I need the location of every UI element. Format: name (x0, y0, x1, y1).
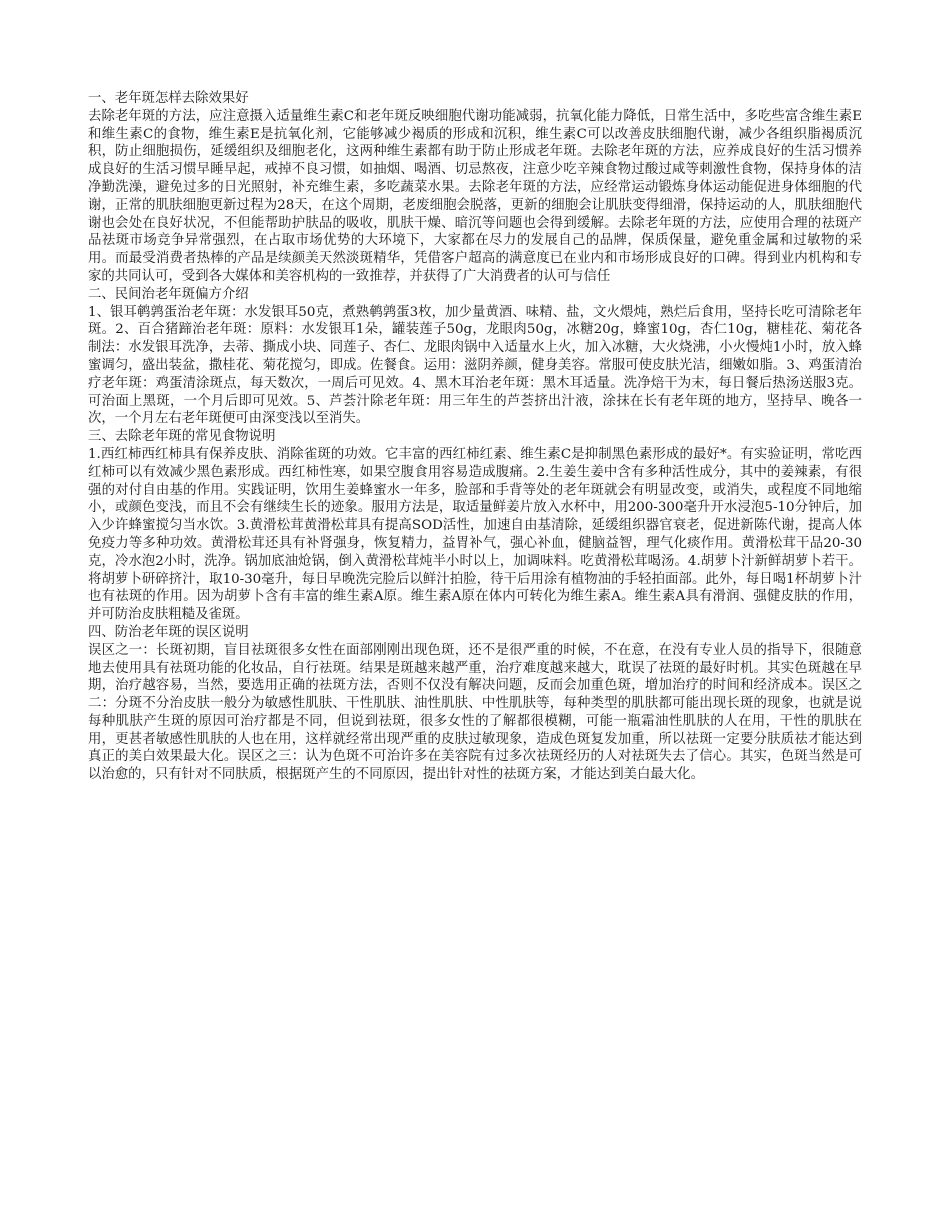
section-4 (88, 624, 862, 784)
section-paragraph: 1.西红柿西红柿具有保养皮肤、消除雀斑的功效。它丰富的西红柿红素、维生素C是抑制黑色素形成的最好*。有实验证明，常吃西红柿可以有效减少黑色素形成。西红柿性寒，如果空腹食用容易造成腹痛。2.生姜生姜中含有多种活性成分，其中的姜辣素，有很强的对付自由基的作用。实践证明，饮用生姜蜂蜜水一年多，脸部和手背等处的老年斑就会有明显改变，或消失，或程度不同地缩小，或颜色变浅，而且不会有继续生长的迹象。服用方法是，取适量鲜姜片放入水杯中，用200-300毫升开水浸泡5-10分钟后，加入少许蜂蜜搅匀当水饮。3.黄滑松茸黄滑松茸具有提高SOD活性，加速自由基清除，延缓组织器官衰老，促进新陈代谢，提高人体免疫力等多种功效。黄滑松茸还具有补肾强身，恢复精力，益胃补气，强心补血，健脑益智，理气化痰作用。黄滑松茸干品20-30克，冷水泡2小时，洗净。锅加底油炝锅，倒入黄滑松茸炖半小时以上，加调味料。吃黄滑松茸喝汤。4.胡萝卜汁新鲜胡萝卜若干。将胡萝卜研碎挤汁，取10-30毫升，每日早晚洗完脸后以鲜汁拍脸，待干后用涂有植物油的手轻拍面部。此外，每日喝1杯胡萝卜汁也有祛斑的作用。因为胡萝卜含有丰富的维生素A原。维生素A原在体内可转化为维生素A。维生素A具有滑润、强健皮肤的作用，并可防治皮肤粗糙及雀斑。 (88, 446, 862, 623)
section-heading: 一、老年斑怎样去除效果好 (88, 91, 249, 106)
section-paragraph: 误区之一：长斑初期，盲目祛斑很多女性在面部刚刚出现色斑，还不是很严重的时候，不在意，在没有专业人员的指导下，很随意地去使用具有祛斑功能的化妆品，自行祛斑。结果是斑越来越严重，治疗难度越来越大，耽误了祛斑的最好时机。其实色斑越在早期，治疗越容易，当然，要选用正确的祛斑方法，否则不仅没有解决问题，反而会加重色斑，增加治疗的时间和经济成本。误区之二：分斑不分治皮肤一般分为敏感性肌肤、干性肌肤、油性肌肤、中性肌肤等，每种类型的肌肤都可能出现长斑的现象，也就是说每种肌肤产生斑的原因可治疗都是不同，但说到祛斑，很多女性的了解都很模糊，可能一瓶霜油性肌肤的人在用，干性的肌肤在用，更甚者敏感性肌肤的人也在用，这样就经常出现严重的皮肤过敏现象，造成色斑复发加重，所以祛斑一定要分肤质祛才能达到真正的美白效果最大化。误区之三：认为色斑不可治许多在美容院有过多次祛斑经历的人对祛斑失去了信心。其实，色斑当然是可以治愈的，只有针对不同肤质，根据斑产生的不同原因，提出针对性的祛斑方案，才能达到美白最大化。 (88, 642, 862, 783)
section-heading: 三、去除老年斑的常见食物说明 (88, 429, 276, 445)
section-1 (88, 90, 862, 286)
document-page (88, 90, 862, 784)
section-paragraph: 去除老年斑的方法，应注意摄入适量维生素C和老年斑反映细胞代谢功能减弱，抗氧化能力降低，日常生活中，多吃些富含维生素E和维生素C的食物，维生素E是抗氧化剂，它能够减少褐质的形成和沉积，维生素C可以改善皮肤细胞代谢，减少各组织脂褐质沉积，防止细胞损伤，延缓组织及细胞老化，这两种维生素都有助于防止形成老年斑。去除老年斑的方法，应养成良好的生活习惯养成良好的生活习惯早睡早起，戒掉不良习惯，如抽烟、喝酒、切忌熬夜，注意少吃辛辣食物过酸过咸等刺激性食物，保持身体的洁净勤洗澡，避免过多的日光照射，补充维生素，多吃蔬菜水果。去除老年斑的方法，应经常运动锻炼身体运动能促进身体细胞的代谢，正常的肌肤细胞更新过程为28天，在这个周期，老废细胞会脱落，更新的细胞会让肌肤变得细滑，保持运动的人，肌肤细胞代谢也会处在良好状况，不但能帮助护肤品的吸收，肌肤干燥、暗沉等问题也会得到缓解。去除老年斑的方法，应使用合理的祛斑产品祛斑市场竞争异常强烈，在占取市场优势的大环境下，大家都在尽力的发展自己的品牌，保质保量，避免重金属和过敏物的采用。而最受消费者热棒的产品是续颜美天然淡斑精华，凭借客户超高的满意度已在业内和市场形成良好的口碑。得到业内机构和专家的共同认可，受到各大媒体和美容机构的一致推荐，并获得了广大消费者的认可与信任 (88, 108, 862, 284)
section-2 (88, 286, 862, 428)
section-3 (88, 428, 862, 624)
section-paragraph: 1、银耳鹌鹑蛋治老年斑：水发银耳50克，煮熟鹌鹑蛋3枚，加少量黄酒、味精、盐，文火煨炖，熟烂后食用，坚持长吃可清除老年斑。2、百合猪蹄治老年斑：原料：水发银耳1朵，罐装莲子50g，龙眼肉50g，冰糖20g，蜂蜜10g，杏仁10g，糖桂花、菊花各制法：水发银耳洗净，去蒂、撕成小块、同莲子、杏仁、龙眼肉锅中入适量水上火，加入冰糖，大火烧沸，小火慢炖1小时，放入蜂蜜调匀，盛出装盆，撒桂花、菊花搅匀，即成。佐餐食。运用：滋阴养颜，健身美容。常服可使皮肤光洁，细嫩如脂。3、鸡蛋清治疗老年斑：鸡蛋清涂斑点，每天数次，一周后可见效。4、黑木耳治老年斑：黑木耳适量。洗净焙干为末，每日餐后热汤送服3克。可治面上黑斑，一个月后即可见效。5、芦荟汁除老年斑：用三年生的芦荟挤出汁液，涂抹在长有老年斑的地方，坚持早、晚各一次，一个月左右老年斑便可由深变浅以至消失。 (88, 304, 862, 427)
section-heading: 四、防治老年斑的误区说明 (88, 624, 249, 640)
section-heading: 二、民间治老年斑偏方介绍 (88, 286, 249, 302)
